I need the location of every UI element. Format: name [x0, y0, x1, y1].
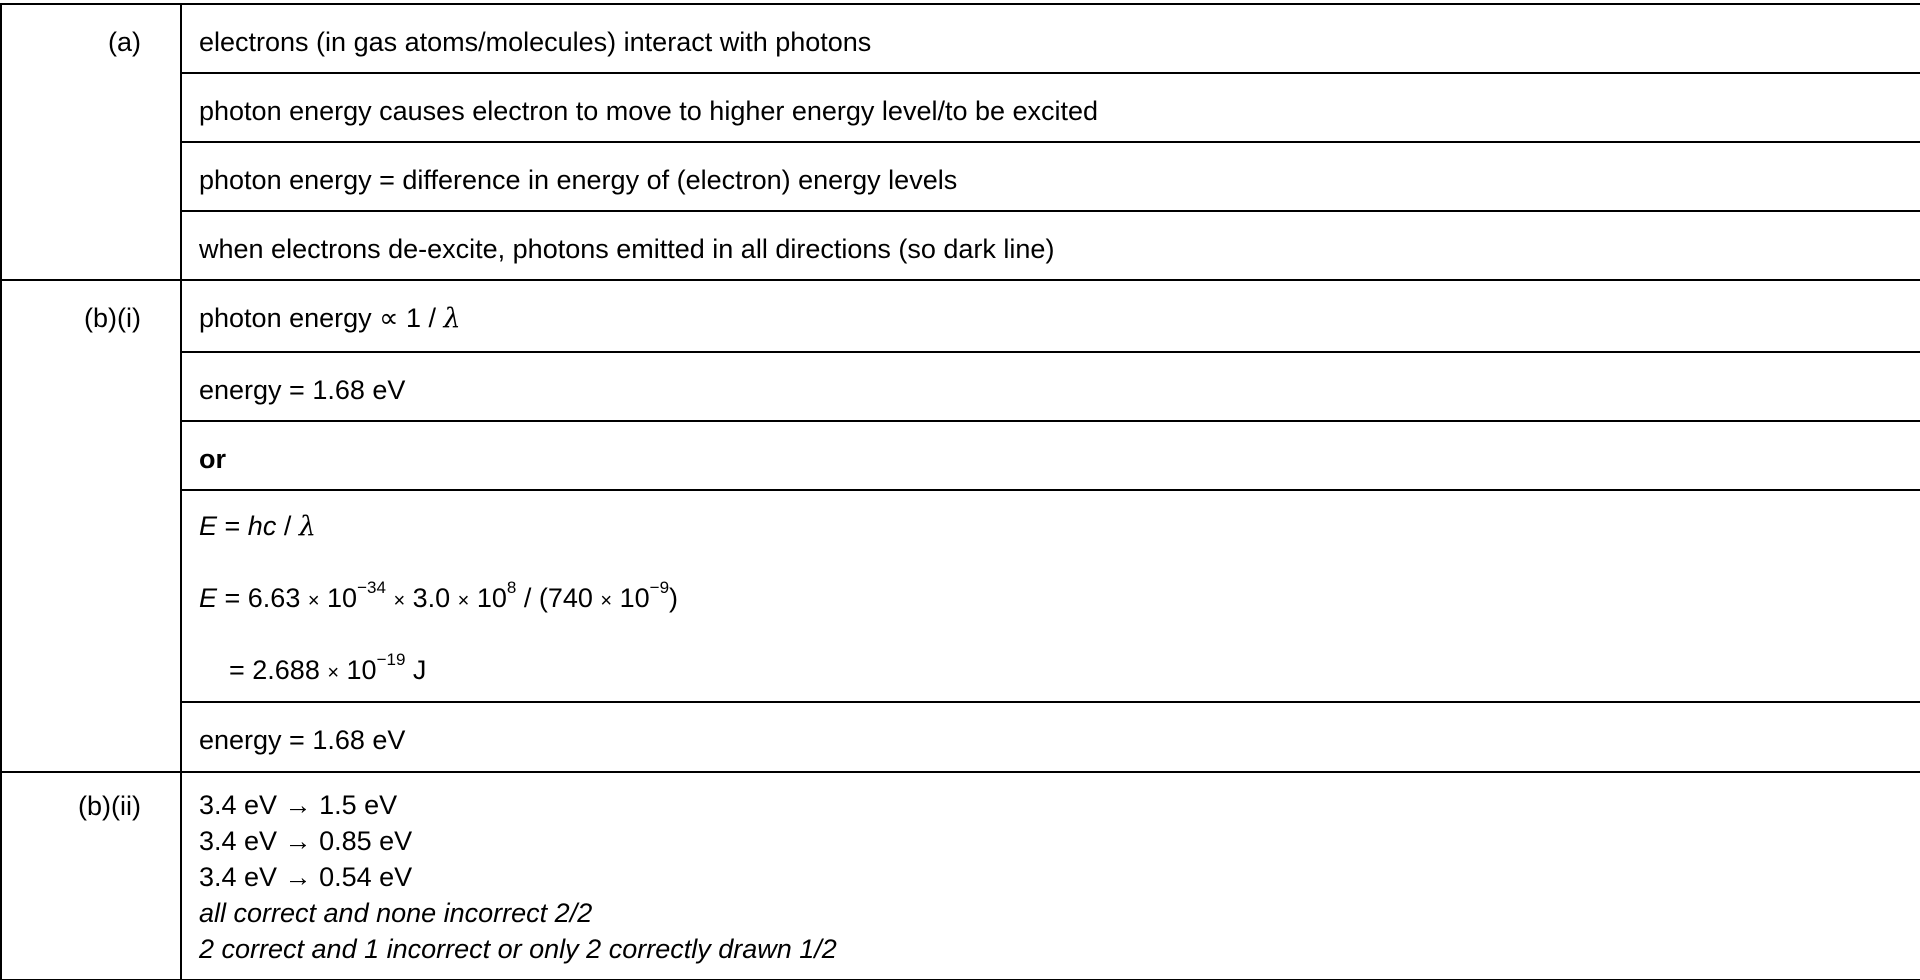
- marking-note: 2 correct and 1 incorrect or only 2 correctly drawn 1/2: [199, 934, 837, 964]
- table-row: [1, 702, 1920, 772]
- calculation-line: $E = 6.63 \times 10^{-34} \times 3.0 \times 10^8 / (740 \times 10^{-9})$: [199, 578, 679, 613]
- table-row: [1, 142, 1920, 211]
- answer-cell: photon energy = difference in energy of (electron) energy levels: [181, 142, 1920, 211]
- table-row: [1, 211, 1920, 280]
- answer-cell: [181, 490, 1920, 702]
- table-row: [1, 772, 1920, 980]
- table-row: [1, 280, 1920, 352]
- marking-note: all correct and none incorrect 2/2: [199, 898, 593, 928]
- question-label-bi: (b)(i): [1, 280, 181, 772]
- result-line: = $2.688 \times 10^{-19}$ J: [229, 650, 427, 685]
- transition-line: 3.4 eV → 1.5 eV: [199, 790, 398, 820]
- answer-cell: [181, 772, 1920, 980]
- answer-cell: photon energy ∝ 1 / λ: [181, 280, 1920, 352]
- answer-cell: when electrons de-excite, photons emitted in all directions (so dark line): [181, 211, 1920, 280]
- transition-line: 3.4 eV → 0.54 eV: [199, 862, 413, 892]
- transition-line: 3.4 eV → 0.85 eV: [199, 826, 413, 856]
- answer-cell: energy = 1.68 eV: [181, 352, 1920, 421]
- mark-scheme-table: [0, 3, 1920, 980]
- table-row: [1, 73, 1920, 142]
- table-row: [1, 4, 1920, 73]
- answer-cell: or: [181, 421, 1920, 490]
- table-row: [1, 421, 1920, 490]
- table-row: [1, 490, 1920, 702]
- answer-cell: photon energy causes electron to move to higher energy level/to be excited: [181, 73, 1920, 142]
- table-row: [1, 352, 1920, 421]
- answer-cell: electrons (in gas atoms/molecules) interact with photons: [181, 4, 1920, 73]
- formula-line: E = hc / λ: [199, 511, 316, 542]
- question-label-bii: (b)(ii): [1, 772, 181, 980]
- answer-cell: energy = 1.68 eV: [181, 702, 1920, 772]
- question-label-a: (a): [1, 4, 181, 280]
